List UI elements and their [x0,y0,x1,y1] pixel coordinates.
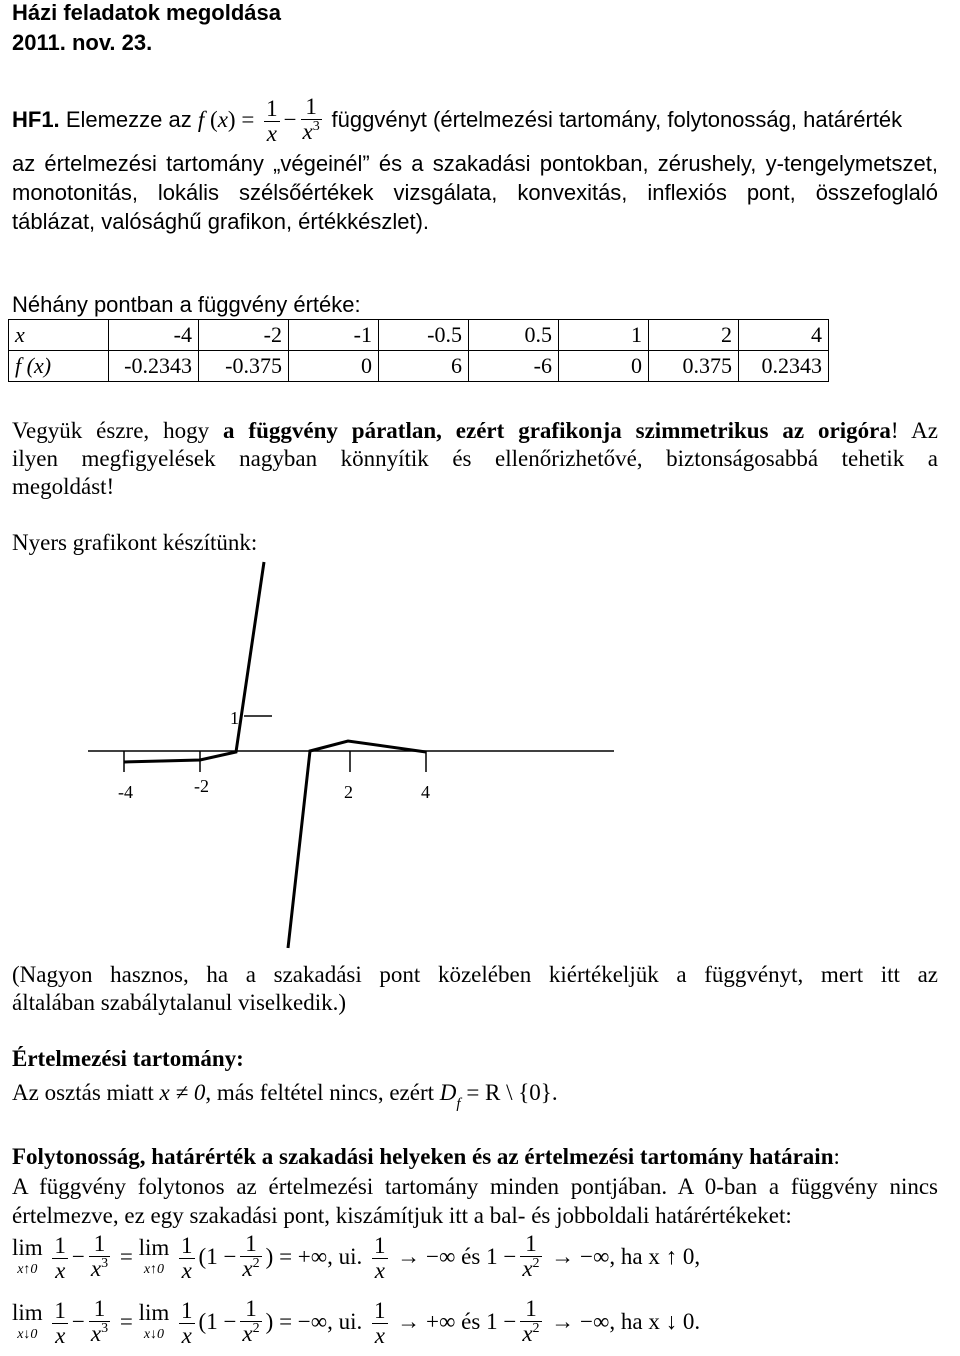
table-cell: -6 [469,351,559,382]
domain-line [12,1080,558,1112]
table-header-x: x [9,320,109,351]
limit-and: és [461,1308,481,1334]
lim-operator: lim x↓0 [12,1299,43,1342]
limit-arrow: → −∞ [551,1243,610,1269]
table-cell: 2 [649,320,739,351]
observation-line-1 [12,418,938,444]
domain-text: Az osztás miatt [12,1080,154,1105]
observation-bold: a függvény páratlan, ezért grafikonja szimmetrikus az origóra [223,418,891,443]
table-cell: 1 [559,320,649,351]
task-line-3: monotonitás, lokális szélsőértékek vizsgálata, konvexitás, inflexiós pont, összefoglaló [12,180,938,205]
table-cell: 0 [559,351,649,382]
rough-graph [0,550,960,950]
domain-heading: Értelmezési tartomány: [12,1046,244,1071]
table-cell: 0.375 [649,351,739,382]
table-cell: -0.5 [379,320,469,351]
continuity-line-2: értelmezve, ez egy szakadási pont, kiszámítjuk itt a bal- és jobboldali határértékeket: [12,1203,792,1228]
domain-condition: x ≠ 0 [159,1080,206,1105]
table-cell: 0 [289,351,379,382]
task-statement [12,95,902,145]
table-row-x [9,320,829,351]
table-cell: 4 [739,320,829,351]
limit-result: = +∞, ui. [279,1243,363,1269]
left-branch [124,562,264,762]
x-tick-label: 2 [344,782,353,802]
task-formula: f (x) = $\frac{1}{x}$ − $\frac{1}{x^3}$ [197,94,320,147]
x-tick-label: 4 [421,782,430,802]
table-cell: -0.375 [199,351,289,382]
continuity-heading-text: Folytonosság, határérték a szakadási helyeken és az értelmezési tartomány határain [12,1144,834,1169]
observation-end: ! Az [890,418,938,443]
lim-operator: lim x↑0 [12,1234,43,1277]
limit-arrow: → +∞ [397,1308,456,1334]
limit-and: és [461,1243,481,1269]
limit-arrow: → −∞ [551,1308,610,1334]
y-tick-label: 1 [230,708,239,728]
continuity-colon: : [833,1144,840,1169]
table-cell: -2 [199,320,289,351]
table-row-fx [9,351,829,382]
domain-result: = R \ {0}. [466,1080,558,1105]
table-cell: -4 [109,320,199,351]
continuity-heading [12,1144,840,1170]
table-header-fx: f (x) [9,351,109,382]
limit-condition: , ha x ↓ 0. [609,1308,701,1334]
limit-condition: , ha x ↑ 0, [609,1243,701,1269]
page-date: 2011. nov. 23. [12,30,153,55]
limit-result: = −∞, ui. [279,1308,363,1334]
note-line-1: (Nagyon hasznos, ha a szakadási pont közelében kiértékeljük a függvényt, mert itt az [12,962,938,987]
domain-text-2: , más feltétel nincs, ezért [205,1080,435,1105]
table-cell: 0.2343 [739,351,829,382]
observation-text: Vegyük észre, hogy [12,418,210,443]
lim-operator: lim x↑0 [138,1234,170,1277]
table-cell: -1 [289,320,379,351]
task-label: HF1. [12,107,60,132]
values-heading: Néhány pontban a függvény értéke: [12,292,361,317]
table-cell: 0.5 [469,320,559,351]
task-line-4: táblázat, valósághű grafikon, értékkészlet). [12,209,430,234]
graph-intro: Nyers grafikont készítünk: [12,530,258,555]
values-table [8,319,829,382]
x-tick-label: -4 [118,782,133,802]
right-branch [288,741,426,948]
task-text-after: függvényt (értelmezési tartomány, folytonosság, határérték [331,107,903,132]
task-text-before: Elemezze az [65,107,192,132]
task-line-2: az értelmezési tartomány „végeinél” és a szakadási pontokban, zérushely, y-tengelymetszet, [12,151,938,176]
limit-row-1: lim x↑0 $\frac{1}{x}$ − $\frac{1}{x^3}$ = lim x↑0 $\frac{1}{x}$ (1 − $\frac{1}{x^2}$ ) = +∞, ui. $\frac{1}{x}$ → −∞ és 1 − $\frac{1}{x^2}$ → −∞, ha x ↑ 0, [12,1231,701,1283]
page-title: Házi feladatok megoldása [12,0,281,25]
observation-line-3: megoldást! [12,474,115,499]
limit-row-2: lim x↓0 $\frac{1}{x}$ − $\frac{1}{x^3}$ = lim x↓0 $\frac{1}{x}$ (1 − $\frac{1}{x^2}$ ) = −∞, ui. $\frac{1}{x}$ → +∞ és 1 − $\frac{1}{x^2}$ → −∞, ha x ↓ 0. [12,1296,701,1348]
observation-line-2: ilyen megfigyelések nagyban könnyítik és ellenőrizhetővé, biztonságosabbá tehetik a [12,446,938,471]
table-cell: 6 [379,351,469,382]
lim-operator: lim x↓0 [138,1299,170,1342]
table-cell: -0.2343 [109,351,199,382]
limit-arrow: → −∞ [397,1243,456,1269]
domain-symbol: $D_f$ [439,1080,461,1112]
continuity-line-1: A függvény folytonos az értelmezési tartomány minden pontjában. A 0-ban a függvény nincs [12,1174,938,1199]
note-line-2: általában szabálytalanul viselkedik.) [12,990,347,1015]
x-tick-label: -2 [194,776,209,796]
